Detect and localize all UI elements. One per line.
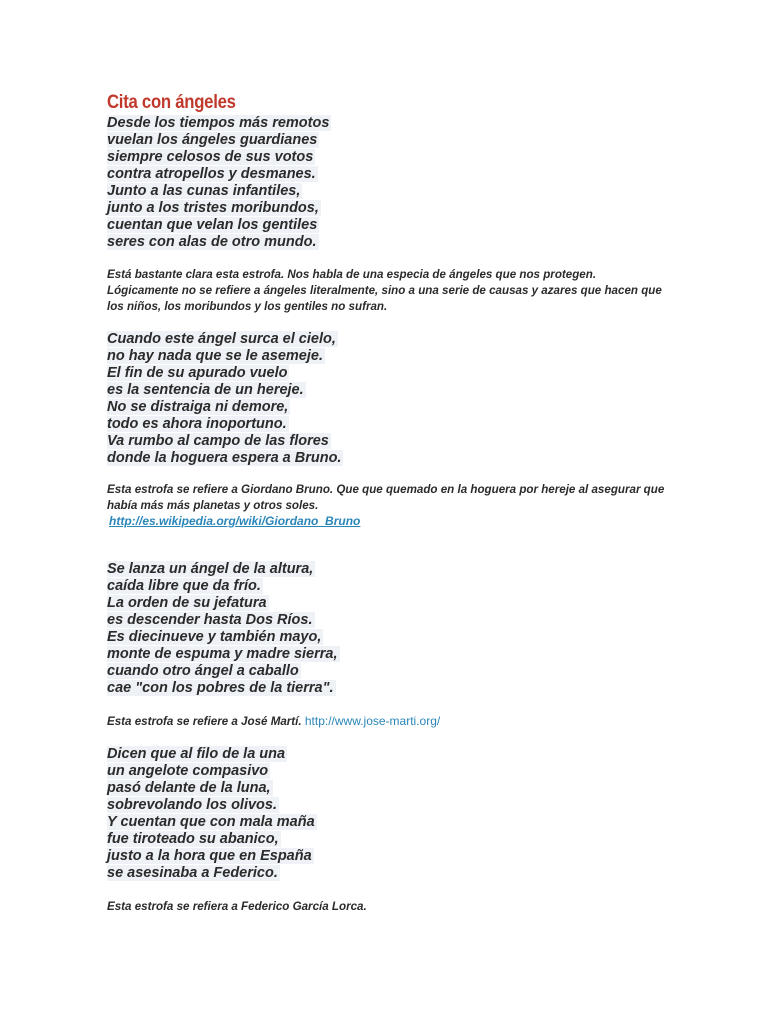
verse-line: No se distraiga ni demore, [107, 399, 289, 415]
verse-line: cuentan que velan los gentiles [107, 217, 318, 233]
verse-line: un angelote compasivo [107, 763, 269, 779]
jose-marti-link[interactable]: http://www.jose-marti.org/ [304, 714, 441, 728]
verse-line: fue tiroteado su abanico, [107, 831, 279, 847]
verse-line: Junto a las cunas infantiles, [107, 183, 301, 199]
verse-line: donde la hoguera espera a Bruno. [107, 450, 342, 466]
stanza-4-note: Esta estrofa se refiera a Federico García Lorca. [107, 900, 367, 913]
verse-line: sobrevolando los olivos. [107, 797, 278, 813]
verse-line: cae "con los pobres de la tierra". [107, 680, 334, 696]
verse-line: cuando otro ángel a caballo [107, 663, 299, 679]
verse-line: Se lanza un ángel de la altura, [107, 561, 314, 577]
verse-line: Y cuentan que con mala maña [107, 814, 315, 830]
stanza-4 [107, 746, 768, 882]
verse-line: caída libre que da frío. [107, 578, 261, 594]
verse-line: seres con alas de otro mundo. [107, 234, 317, 250]
verse-line: no hay nada que se le asemeje. [107, 348, 323, 364]
verse-line: es descender hasta Dos Ríos. [107, 612, 313, 628]
verse-line: La orden de su jefatura [107, 595, 267, 611]
stanza-1-note: Está bastante clara esta estrofa. Nos habla de una especia de ángeles que nos protegen. Lógicamente no se refiere a ángeles literalmente, sino a una serie de causas y azares que hacen que los niños, los moribundos y los gentiles no sufran. [107, 268, 662, 313]
verse-line: monte de espuma y madre sierra, [107, 646, 338, 662]
stanza-2 [107, 331, 768, 467]
verse-line: El fin de su apurado vuelo [107, 365, 288, 381]
verse-line: se asesinaba a Federico. [107, 865, 278, 881]
verse-line: junto a los tristes moribundos, [107, 200, 319, 216]
giordano-bruno-link[interactable]: http://es.wikipedia.org/wiki/Giordano_Bruno [109, 514, 361, 528]
verse-line: Desde los tiempos más remotos [107, 115, 330, 131]
verse-line: justo a la hora que en España [107, 848, 312, 864]
stanza-3-note-text: Esta estrofa se refiere a José Martí. [107, 715, 302, 728]
stanza-3 [107, 561, 768, 697]
verse-line: vuelan los ángeles guardianes [107, 132, 318, 148]
verse-line: Va rumbo al campo de las flores [107, 433, 329, 449]
verse-line: todo es ahora inoportuno. [107, 416, 287, 432]
stanza-2-note-text: Esta estrofa se refiere a Giordano Bruno. Que que quemado en la hoguera por hereje al asegurar que había más más planetas y otros soles. [107, 483, 665, 512]
poem-title: Cita con ángeles [107, 92, 236, 113]
verse-line: contra atropellos y desmanes. [107, 166, 316, 182]
stanza-3-note [107, 713, 667, 730]
stanza-2-note [107, 482, 667, 529]
verse-line: pasó delante de la luna, [107, 780, 271, 796]
verse-line: Es diecinueve y también mayo, [107, 629, 322, 645]
verse-line: es la sentencia de un hereje. [107, 382, 304, 398]
verse-line: Cuando este ángel surca el cielo, [107, 331, 336, 347]
verse-line: siempre celosos de sus votos [107, 149, 314, 165]
verse-line: Dicen que al filo de la una [107, 746, 286, 762]
stanza-1 [107, 115, 768, 251]
